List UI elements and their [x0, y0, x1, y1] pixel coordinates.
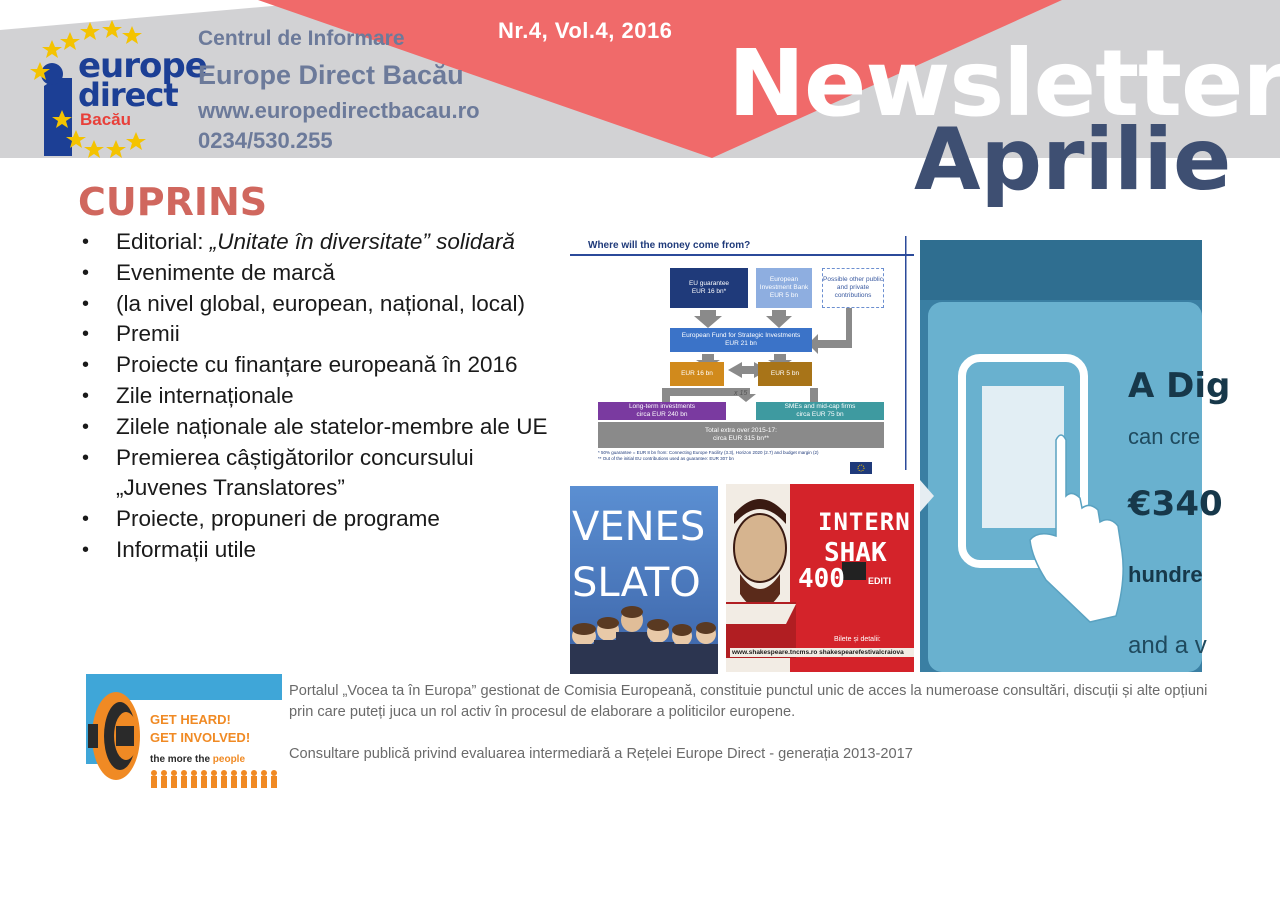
digital-single-market-image[interactable] [920, 240, 1231, 672]
poster-urls: www.shakespeare.tncms.ro shakespearefestivalcraiova [730, 648, 914, 657]
logo-city-text: Bacău [80, 110, 132, 129]
juvenes-banner-text: SLATO [572, 560, 701, 606]
website-link[interactable]: www.europedirectbacau.ro [198, 98, 480, 123]
contents-item[interactable]: • Premii [82, 319, 562, 350]
contents-item-editorial[interactable]: • Editorial: „Unitate în diversitate” solidară [82, 227, 562, 258]
contents-item[interactable]: • Informații utile [82, 535, 562, 566]
chart-box-efsi: European Fund for Strategic Investments EUR 21 bn [670, 328, 812, 352]
chart-box-total: Total extra over 2015-17: circa EUR 315 bn** [598, 422, 884, 448]
digital-text-line: and a v [1128, 632, 1207, 659]
center-title: Europe Direct Bacău [198, 60, 464, 90]
logo-europe-text: europe [78, 46, 207, 86]
newsletter-month: Aprilie [914, 110, 1232, 210]
contents-item[interactable]: • Premierea câștigătorilor concursului „Juvenes Translatores” [82, 443, 562, 505]
contents-list [82, 227, 562, 566]
newsletter-title: Newsletter [728, 30, 1287, 137]
poster-tickets: Bilete și detalii: [834, 636, 881, 643]
digital-text-line: hundre [1128, 562, 1203, 587]
digital-text-line: can cre [1128, 424, 1201, 449]
digital-background [920, 240, 1202, 672]
public-consultation-link[interactable]: Consultare publică privind evaluarea intermediară a Rețelei Europe Direct - generația 2013-2017 [289, 746, 913, 762]
issue-number: Nr.4, Vol.4, 2016 [498, 18, 673, 43]
contents-heading: CUPRINS [78, 180, 268, 224]
contents-item[interactable]: • Zilele naționale ale statelor-membre ale UE [82, 412, 562, 443]
digital-text-line: A Dig [1128, 366, 1231, 406]
juvenes-translatores-photo[interactable] [570, 486, 718, 672]
get-heard-text: GET HEARD! [150, 712, 231, 727]
phone-number: 0234/530.255 [198, 128, 333, 153]
chart-box-smes: SMEs and mid-cap firms circa EUR 75 bn [756, 402, 884, 420]
digital-text-line: €340 [1128, 484, 1223, 524]
center-name: Centrul de Informare [198, 27, 405, 50]
contents-item[interactable]: • Evenimente de marcă [82, 258, 562, 289]
contents-item[interactable]: • Proiecte cu finanțare europeană în 2016 [82, 350, 562, 381]
shakespeare-festival-poster[interactable] [726, 484, 914, 672]
poster-title-line: INTERN [818, 508, 911, 536]
chart-multiplier: x 15 [734, 390, 748, 397]
get-heard-banner[interactable] [86, 674, 282, 798]
poster-number: 400 [798, 564, 845, 594]
poster-title-line: SHAK [824, 538, 887, 568]
get-involved-text: GET INVOLVED! [150, 730, 251, 745]
efsi-funding-image[interactable] [570, 236, 914, 470]
tagline: the more the people [150, 754, 246, 765]
chart-box-long-term: Long-term investments circa EUR 240 bn [598, 402, 726, 420]
chart-footnote: ** Out of the initial EU contributions used as guarantee: EUR 307 bn [598, 456, 734, 461]
contents-item[interactable]: • (la nivel global, european, național, local) [82, 289, 562, 320]
portal-description: Portalul „Vocea ta în Europa” gestionat de Comisia Europeană, constituie punctul unic de acces la numeroase consultări, discuții și alte opțiuni prin care puteți juca un rol activ în procesul de elaborare a politicilor europene. [289, 683, 1208, 720]
chart-box-left-amount: EUR 16 bn [670, 362, 724, 386]
eu-flag-icon [850, 462, 872, 474]
juvenes-banner-text: VENES [572, 504, 706, 550]
logo-direct-text: direct [78, 76, 178, 114]
chart-box-eib: European Investment Bank EUR 5 bn [756, 268, 812, 308]
chart-box-right-amount: EUR 5 bn [758, 362, 812, 386]
contents-item[interactable]: • Proiecte, propuneri de programe [82, 504, 562, 535]
europe-direct-logo[interactable] [30, 18, 207, 158]
chart-footnote: * 50% guarantee = EUR 8 bn from: Connecting Europe Facility (3.3), Horizon 2020 (2.7) and budget margin (2) [598, 450, 819, 455]
chart-box-eu-guarantee: EU guarantee EUR 16 bn* [670, 268, 748, 308]
contents-item[interactable]: • Zile internaționale [82, 381, 562, 412]
poster-edition: EDITI [868, 576, 892, 586]
chart-box-other: Possible other public and private contributions [822, 268, 884, 308]
chart-heading: Where will the money come from? [588, 240, 751, 251]
